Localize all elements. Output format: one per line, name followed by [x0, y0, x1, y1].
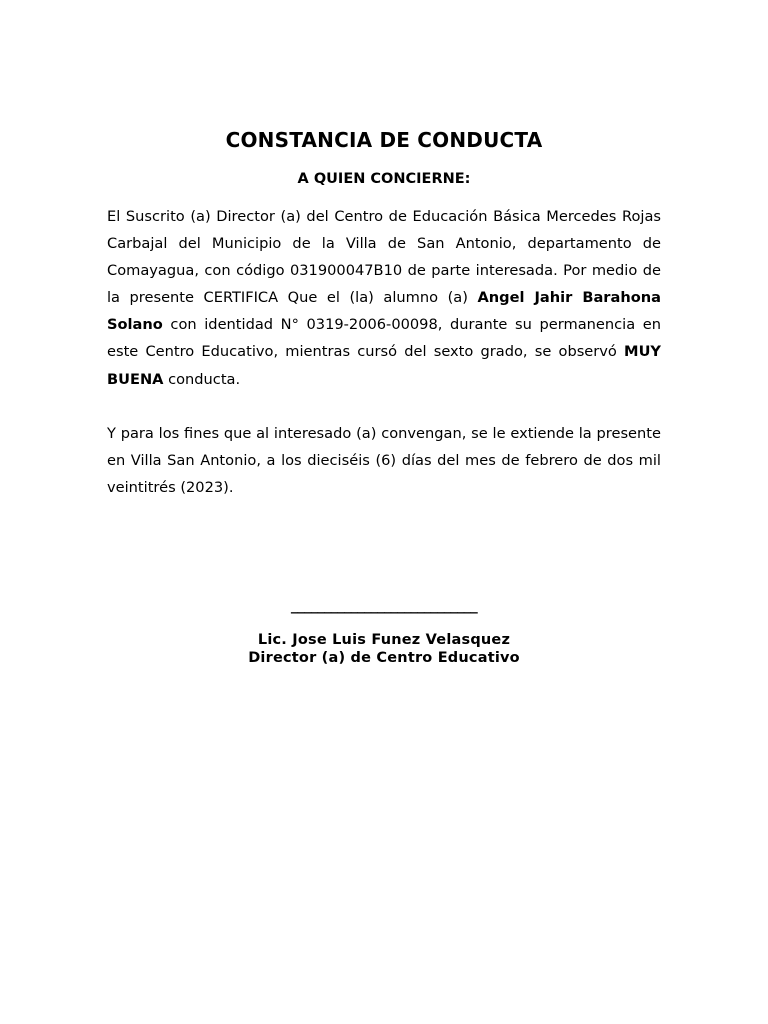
signature-line: ____________________________ — [290, 598, 478, 614]
closing-paragraph: Y para los fines que al interesado (a) convengan, se le extiende la presente en Villa San Antonio, a los dieciséis (6) días del mes de febrero de dos mil veintitrés (2023). — [107, 425, 661, 497]
signer-role: Director (a) de Centro Educativo — [248, 650, 520, 666]
certification-text-c: conducta. — [163, 370, 241, 388]
certification-text-a: El Suscrito (a) Director (a) del Centro de Educación Básica Mercedes Rojas Carbajal del Municipio de la Villa de San Antonio, departamento de Comayagua, con código 031900047B10 de parte interesada. Por medio de la presente CERTIFICA Que el (la) alumno (a) — [107, 208, 661, 307]
student-name: Angel Jahir Barahona Solano — [107, 289, 662, 334]
conduct-rating: MUY BUENA — [107, 343, 661, 388]
certification-text-b: con identidad N° 0319-2006-00098, durante su permanencia en este Centro Educativo, mientras cursó del sexto grado, se observó — [107, 316, 661, 361]
signer-name: Lic. Jose Luis Funez Velasquez — [257, 632, 511, 648]
certification-paragraph — [107, 203, 661, 393]
document-title: CONSTANCIA DE CONDUCTA — [225, 128, 543, 152]
salutation: A QUIEN CONCIERNE: — [297, 171, 471, 187]
